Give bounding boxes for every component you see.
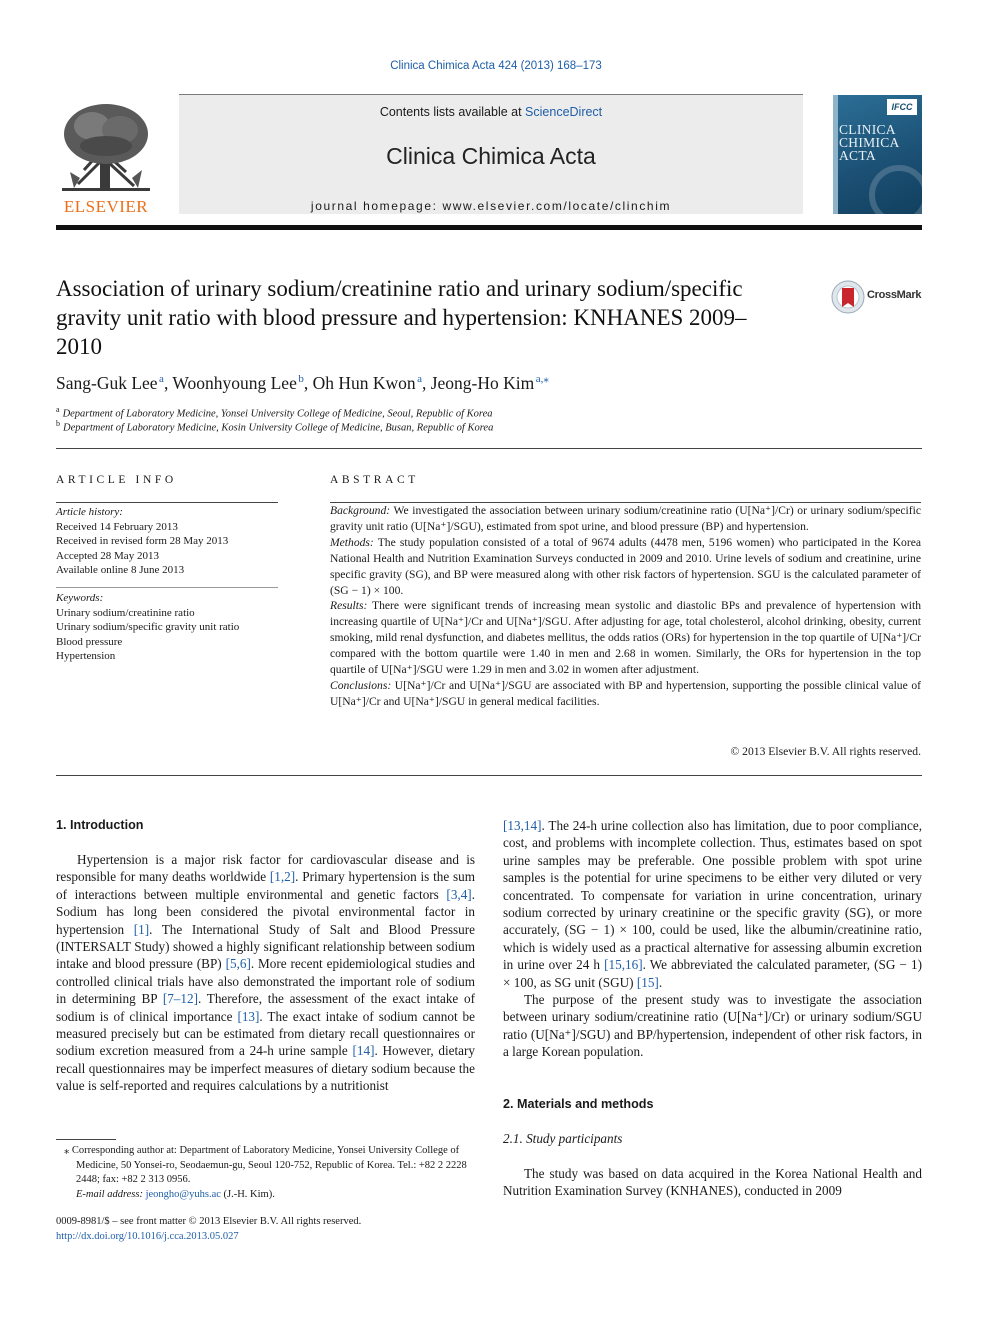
journal-cover <box>833 95 922 214</box>
cover-title-line: CHIMICA <box>839 135 900 150</box>
divider <box>56 587 278 588</box>
crossmark-badge[interactable] <box>831 280 931 316</box>
divider <box>56 775 922 776</box>
abstract-copyright: © 2013 Elsevier B.V. All rights reserved. <box>730 745 921 758</box>
citation-link[interactable]: [1] <box>133 921 150 937</box>
affiliation-text: Department of Laboratory Medicine, Kosin University College of Medicine, Busan, Republic of Korea <box>63 422 494 434</box>
abstract-paragraph: The study population consisted of a total of 9674 adults (4478 men, 5196 women) who participated in the Korea National Health and Nutrition Examination Surveys conducted in 2009 and 2010. Urine levels of sodium and creatinine, urine specific gravity (SG), and BP were measured along with other risk factors of hypertension. SGU is the calculated parameter of (SG − 1) × 100. <box>330 535 921 597</box>
elsevier-logo <box>54 100 158 216</box>
keywords-label: Keywords: <box>56 592 104 604</box>
body-text: . The 24-h urine collection also has limitation, due to poor compliance, cost, and problems with incomplete collection. Thus, estimates based on spot urine samples may be preferable. One possible problem with spot urine samples is the potential for urine specimens to be either very diluted or very concentrated. To compensate for variation in urine concentration, urinary sodium corrected by urinary creatinine or the specific gravity (SG), or more accurately, (SG − 1) × 100, could be used, like the albumin/creatinine ratio, which is widely used as a practical alternative for assessing albumin excretion in urine over 24 h <box>503 818 922 973</box>
body-text: . <box>658 974 663 990</box>
affiliation <box>56 405 756 420</box>
cover-decoration <box>869 165 922 214</box>
citation-link[interactable]: [1,2] <box>269 869 296 885</box>
keyword: Blood pressure <box>56 635 123 648</box>
abstract-section <box>330 535 921 599</box>
sciencedirect-link[interactable]: ScienceDirect <box>525 105 603 119</box>
body-text: . Therefore, the assessment of the exact intake of sodium is of clinical importance <box>56 991 475 1024</box>
affiliation-text: Department of Laboratory Medicine, Yonsei University College of Medicine, Seoul, Republic of Korea <box>62 408 493 420</box>
abstract-section <box>330 503 921 535</box>
intro-paragraph-continued <box>503 817 922 991</box>
journal-banner <box>179 94 803 214</box>
abstract-label: Conclusions: <box>330 678 392 692</box>
abstract-label: Methods: <box>330 535 374 549</box>
abstract-paragraph: There were significant trends of increasing mean systolic and diastolic BPs and prevalence of hypertension with increasing quartile of U[Na⁺]/Cr and U[Na⁺]/SGU. After adjusting for age, total cholesterol, alcohol drinking, obesity, current smoking, mild renal dysfunction, and diabetes mellitus, the odds ratios (ORs) for hypertension in the top quartile of U[Na⁺]/Cr compared with the bottom quartile were 1.40 in men and 2.68 in women. Similarly, the ORs for hypertension in the top quartile of U[Na⁺]/SGU were 1.29 in men and 3.02 in women after adjustment. <box>330 599 921 677</box>
history-item: Available online 8 June 2013 <box>56 564 185 577</box>
cover-title <box>839 123 919 162</box>
asterisk-mark: ⁎ <box>64 1145 70 1156</box>
author-affiliation-mark[interactable]: a,⁎ <box>535 373 549 385</box>
body-text: . However, dietary recall questionnaires may be imperfect measures of dietary sodium because the value is self-reported and requires calculations by a nutritionist <box>56 1043 475 1094</box>
abstract-paragraph: U[Na⁺]/Cr and U[Na⁺]/SGU are associated with BP and hypertension, supporting the possible clinical value of U[Na⁺]/Cr and U[Na⁺]/SGU in general medical facilities. <box>330 678 921 708</box>
contents-prefix: Contents lists available at <box>379 105 526 119</box>
body-text: . The International Study of Salt and Blood Pressure (INTERSALT Study) showed a highly significant relationship between sodium intake and blood pressure (BP) <box>56 921 475 972</box>
history-item: Received 14 February 2013 <box>56 520 178 533</box>
journal-name: Clinica Chimica Acta <box>386 143 596 169</box>
abstract-body <box>330 503 921 710</box>
divider <box>56 448 922 449</box>
body-text: . Sodium has long been considered the pivotal environmental factor in hypertension <box>56 886 475 937</box>
article-history <box>56 505 278 578</box>
citation-link[interactable]: [13] <box>237 1008 260 1024</box>
email-suffix: (J.-H. Kim). <box>220 1188 275 1200</box>
abstract-paragraph: We investigated the association between urinary sodium/creatinine ratio (U[Na⁺]/Cr) or urinary sodium/specific gravity unit ratio (U[Na⁺]/SGU), estimated from spot urine, and blood pressure (BP) and hypertension. <box>330 504 921 533</box>
divider <box>56 502 278 503</box>
body-text: . More recent epidemiological studies and controlled clinical trials have also demonstrated the important role of sodium in determining BP <box>56 956 476 1007</box>
corresponding-footnote <box>56 1144 476 1202</box>
cover-title-line: ACTA <box>839 148 876 163</box>
body-text: . The exact intake of sodium cannot be measured precisely but can be estimated from dietary recall questionnaires or sodium excretion measured from a 24-h urine sample <box>56 1008 475 1059</box>
affiliation-mark: b <box>56 419 60 428</box>
abstract-label: Background: <box>330 504 391 517</box>
keywords <box>56 591 278 664</box>
abstract-section <box>330 678 921 710</box>
citation-link[interactable]: [15,16] <box>604 957 643 973</box>
author-name[interactable]: Sang-Guk Lee <box>56 372 158 393</box>
corresponding-text: Corresponding author at: Department of Laboratory Medicine, Yonsei University College of Medicine, 50 Yonsei-ro, Seodaemun-gu, Seoul 120-752, Republic of Korea. Tel.: +82 2 2228 2448; fax: +82 2 313 0956. <box>69 1145 467 1185</box>
left-column <box>56 851 475 1095</box>
body-text: . We abbreviated the calculated parameter, (SG − 1) × 100, as SG unit (SGU) <box>503 957 922 990</box>
introduction-heading: 1. Introduction <box>56 818 144 832</box>
email-line <box>56 1188 476 1203</box>
citation-link[interactable]: [3,4] <box>446 886 472 902</box>
author-affiliation-mark[interactable]: b <box>298 373 304 385</box>
history-item: Received in revised form 28 May 2013 <box>56 535 229 548</box>
author-name[interactable]: Woonhyoung Lee <box>172 372 297 393</box>
citation-link[interactable]: [13,14] <box>503 818 542 833</box>
article-info-heading: ARTICLE INFO <box>56 474 177 486</box>
participants-paragraph: The study was based on data acquired in the Korea National Health and Nutrition Examination Survey (KNHANES), conducted in 2009 <box>503 1166 922 1199</box>
front-matter <box>56 1215 476 1244</box>
author-affiliation-mark[interactable]: a <box>417 373 422 385</box>
footnote-divider <box>56 1139 116 1140</box>
journal-citation[interactable]: Clinica Chimica Acta 424 (2013) 168–173 <box>390 60 602 72</box>
citation-link[interactable]: [7–12] <box>162 991 198 1007</box>
abstract-heading: ABSTRACT <box>330 474 419 486</box>
citation-link[interactable]: [5,6] <box>225 956 251 972</box>
article-history-label: Article history: <box>56 506 123 518</box>
cover-title-line: CLINICA <box>839 122 896 137</box>
abstract-label: Results: <box>330 599 368 613</box>
email-label: E-mail address: <box>76 1188 143 1200</box>
keyword: Hypertension <box>56 650 116 663</box>
crossmark-icon <box>831 280 865 314</box>
keyword: Urinary sodium/creatinine ratio <box>56 606 195 619</box>
history-item: Accepted 28 May 2013 <box>56 549 159 562</box>
abstract-section <box>330 598 921 678</box>
author-list: Sang-Guk Lee $^a$, Woonhyoung Lee $^b$, Oh Hun Kwon $^a$, Jeong-Ho Kim $^{a,⁎}$ <box>56 372 549 393</box>
body-text: . Primary hypertension is the sum of interactions between multiple environmental and genetic factors <box>56 869 475 902</box>
author-name[interactable]: Jeong-Ho Kim <box>430 372 535 393</box>
body-text: Hypertension is a major risk factor for cardiovascular disease and is responsible for many deaths worldwide <box>56 852 475 885</box>
header-divider <box>56 225 922 230</box>
participants-heading: 2.1. Study participants <box>503 1131 623 1146</box>
participants-text <box>503 1165 922 1200</box>
email-link[interactable]: jeongho@yuhs.ac <box>145 1188 221 1200</box>
author-affiliation-mark[interactable]: a <box>159 373 164 385</box>
intro-paragraph: The purpose of the present study was to investigate the association between urinary sodium/creatinine ratio (U[Na⁺]/Cr) or urinary sodium/SGU ratio (U[Na⁺]/SGU) and BP/hypertension, independent of other risk factors, in a large Korean population. <box>503 992 922 1060</box>
issn-line: 0009-8981/$ – see front matter © 2013 Elsevier B.V. All rights reserved. <box>56 1216 362 1227</box>
journal-homepage[interactable]: journal homepage: www.elsevier.com/locate/clinchim <box>310 199 672 213</box>
right-column <box>503 817 922 1061</box>
cover-strip <box>833 95 838 214</box>
methods-heading: 2. Materials and methods <box>503 1097 654 1111</box>
keyword: Urinary sodium/specific gravity unit ratio <box>56 621 240 634</box>
citation-link[interactable]: [14] <box>352 1043 375 1059</box>
crossmark-label: CrossMark <box>867 289 922 301</box>
affiliation-mark: a <box>56 405 60 414</box>
publisher-logo-text: ELSEVIER <box>63 197 149 216</box>
affiliation <box>56 419 756 434</box>
intro-paragraph <box>56 851 475 1095</box>
doi-link[interactable]: http://dx.doi.org/10.1016/j.cca.2013.05.027 <box>56 1230 239 1242</box>
corresponding-author-note <box>56 1144 476 1188</box>
citation-link[interactable]: [15] <box>636 974 659 990</box>
article-title: Association of urinary sodium/creatinine ratio and urinary sodium/specific gravity unit ratio with blood pressure and hypertension: KNHANES 2009–2010 <box>56 276 747 359</box>
author-name[interactable]: Oh Hun Kwon <box>312 372 416 393</box>
contents-line <box>179 105 803 119</box>
cover-badge: IFCC <box>887 99 917 115</box>
